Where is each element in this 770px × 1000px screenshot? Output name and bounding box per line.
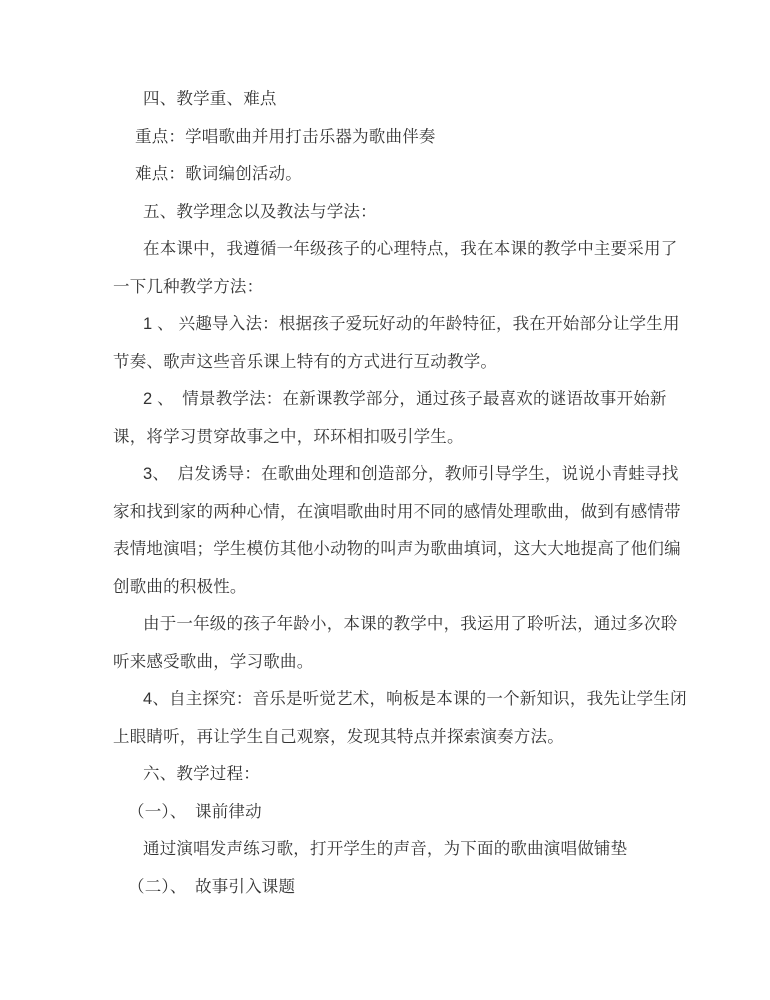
text-line: 听来感受歌曲，学习歌曲。 (113, 652, 314, 671)
heading-section-4: 四、教学重、难点 (143, 90, 277, 108)
text-line-method-3: 3、 启发诱导：在歌曲处理和创造部分，教师引导学生，说说小青蛙寻找 (143, 465, 679, 483)
text-line: 课，将学习贯穿故事之中，环环相扣吸引学生。 (113, 427, 464, 446)
document-body (113, 81, 687, 906)
text-line-method-2: 2 、 情景教学法：在新课教学部分，通过孩子最喜欢的谜语故事开始新 (143, 390, 667, 408)
text-line: 节奏、歌声这些音乐课上特有的方式进行互动教学。 (113, 352, 498, 371)
text-line: 上眼睛听，再让学生自己观察，发现其特点并探索演奏方法。 (113, 727, 564, 746)
text-line: 家和找到家的两种心情，在演唱歌曲时用不同的感情处理歌曲，做到有感情带 (113, 502, 681, 521)
text-line: 创歌曲的积极性。 (113, 577, 247, 596)
text-line-key-point: 重点：学唱歌曲并用打击乐器为歌曲伴奏 (135, 127, 436, 146)
heading-section-5: 五、教学理念以及教法与学法： (143, 202, 377, 221)
text-line: 通过演唱发声练习歌，打开学生的声音，为下面的歌曲演唱做铺垫 (143, 840, 628, 858)
heading-subsection-1: （一）、 课前律动 (128, 802, 262, 821)
heading-subsection-2: （二）、 故事引入课题 (128, 877, 296, 896)
text-line-method-4: 4、自主探究：音乐是听觉艺术，响板是本课的一个新知识，我先让学生闭 (143, 690, 687, 708)
text-line: 由于一年级的孩子年龄小，本课的教学中，我运用了聆听法，通过多次聆 (143, 615, 678, 633)
text-line: 在本课中，我遵循一年级孩子的心理特点，我在本课的教学中主要采用了 (143, 240, 678, 258)
text-line-difficult-point: 难点：歌词编创活动。 (135, 165, 302, 183)
text-line: 一下几种教学方法： (113, 277, 264, 296)
text-line: 表情地演唱；学生模仿其他小动物的叫声为歌曲填词，这大大地提高了他们编 (113, 540, 681, 558)
heading-section-6: 六、教学过程： (143, 765, 260, 783)
text-line-method-1: 1 、 兴趣导入法：根据孩子爱玩好动的年龄特征，我在开始部分让学生用 (143, 315, 680, 333)
